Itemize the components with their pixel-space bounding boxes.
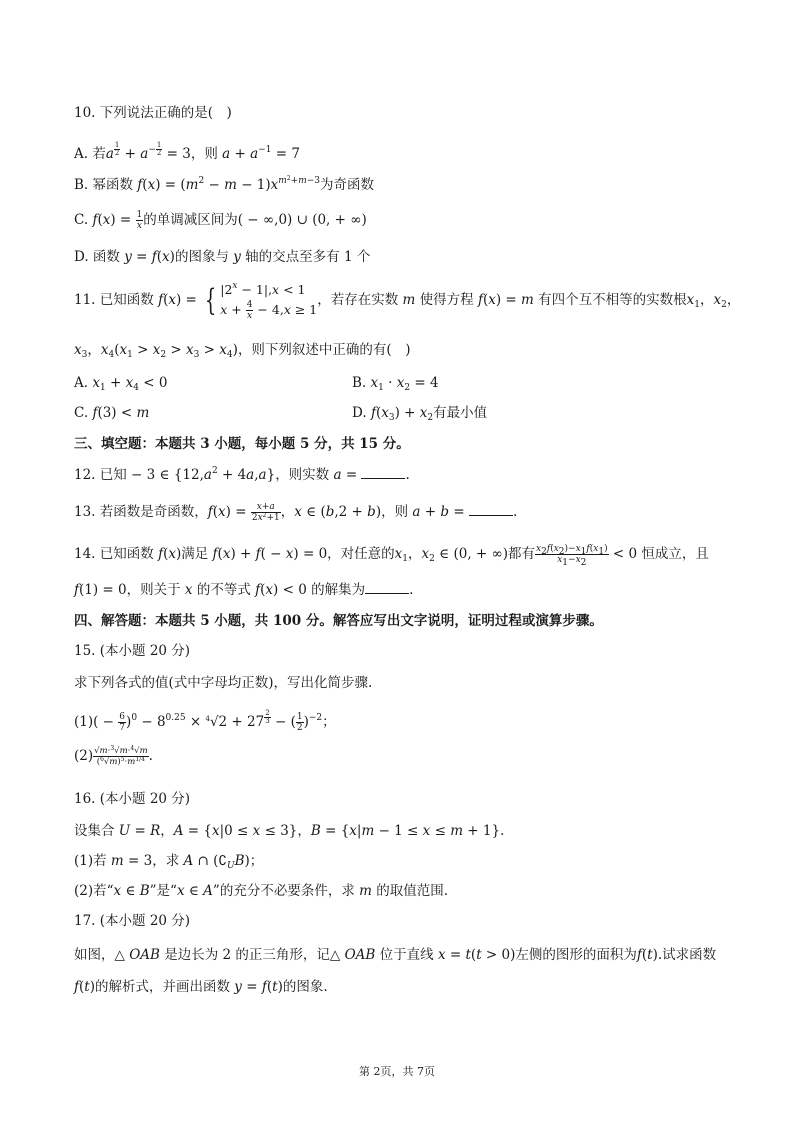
section-3-heading: 三、填空题：本题共 3 小题，每小题 5 分，共 15 分。 <box>74 436 410 452</box>
q13: 13. 若函数是奇函数，f(x) = $\frac{x+a}{2x^2+1}$ ，x ∈ (b,2 + b)，则 a + b = . <box>74 502 518 523</box>
q10-option-a: A. 若a $^{\frac{1}{2}}$ + $a^{- \frac{1}{2}}$ = 3，则 $a + a^{-1} = 7$ <box>74 141 300 162</box>
q11-option-d: D. $f(x_3) + x_2$有最小值 <box>352 405 488 423</box>
q11-option-c: C. f(3) < m <box>74 405 150 421</box>
q15-part1: (1)( − $\frac{6}{7}$ )$^0 - 8^{0.25} \times ^4√2 + 27$ $^{\frac{2}{3}}$ − ( $\frac{1}{2}$ )$^{-2}$； <box>74 709 336 733</box>
q12-blank[interactable] <box>361 466 405 479</box>
q17-heading: 17. (本小题 20 分) <box>74 913 191 929</box>
q13-blank[interactable] <box>469 503 513 516</box>
q14-line2: f(1) = 0，则关于 x 的不等式 f(x) < 0 的解集为 . <box>74 582 414 598</box>
q11-stem: 11. 已知函数 f(x) = { $|2^x - 1|,x < 1$ x + $\frac{4}{x}$ − 4,x ≥ 1 ，若存在实数 m 使得方程 f(x) = m 有四个互不相等的实数根$x_1$，$x_2$， <box>74 281 741 321</box>
section-4-heading: 四、解答题：本题共 5 小题，共 100 分。解答应写出文字说明，证明过程或演算步骤。 <box>74 613 603 629</box>
q15-part2: (2) $\frac{√m\cdot^3√m\cdot^4√m}{(^6√m)^5\cdot m^{1/4}}$ . <box>74 745 153 767</box>
page-footer: 第 2页，共 7页 <box>359 1065 435 1078</box>
q11-option-a: A. $x_1 + x_4 < 0$ <box>74 375 168 393</box>
q10-option-d: D. 函数 y = f(x)的图象与 y 轴的交点至多有 1 个 <box>74 249 371 265</box>
q14-line1: 14. 已知函数 f(x)满足 f(x) + f( − x) = 0，对任意的$x_1$，$x_2$ ∈ (0, + ∞)都有 $\frac{x_2f(x_2)-x_1f(x_1)}{x_1-x_2}$ < 0 恒成立，且 <box>74 544 709 568</box>
q16-part2: (2)若“x ∈ B”是“x ∈ A”的充分不必要条件，求 m 的取值范围. <box>74 883 449 899</box>
q10-option-b: B. 幂函数 $f(x) = (m^2 - m - 1)x^{m^2+m-3}$为奇函数 <box>74 175 375 193</box>
q15-desc: 求下列各式的值(式中字母均正数)，写出化简步骤. <box>74 675 373 691</box>
q17-line1: 如图，△ OAB 是边长为 2 的正三角形，记△ OAB 位于直线 x = t(t > 0)左侧的图形的面积为f(t).试求函数 <box>74 947 717 963</box>
q10-stem: 10. 下列说法正确的是( ) <box>74 105 232 121</box>
q15-heading: 15. (本小题 20 分) <box>74 643 191 659</box>
q16-desc: 设集合 U = R，A = {x|0 ≤ x ≤ 3}，B = {x|m − 1 ≤ x ≤ m + 1}. <box>74 823 505 839</box>
q16-part1: (1)若 m = 3，求 A ∩ $(∁_UB)$； <box>74 853 264 871</box>
q14-blank[interactable] <box>365 581 409 594</box>
q12: 12. 已知 − 3 ∈ $\{12,a^2 + 4a,a\}$，则实数 a = . <box>74 466 410 483</box>
q11-line2: $x_3$，$x_4(x_1 > x_2 > x_3 > x_4)$，则下列叙述中正确的有( ) <box>74 342 411 360</box>
q16-heading: 16. (本小题 20 分) <box>74 791 191 807</box>
q10-option-c: C. f(x) = $\frac{1}{x}$ 的单调减区间为( − ∞,0) ∪ (0, + ∞) <box>74 210 367 231</box>
q17-line2: f(t)的解析式，并画出函数 y = f(t)的图象. <box>74 979 328 995</box>
q11-option-b: B. $x_1 \cdot x_2 = 4$ <box>352 375 439 393</box>
